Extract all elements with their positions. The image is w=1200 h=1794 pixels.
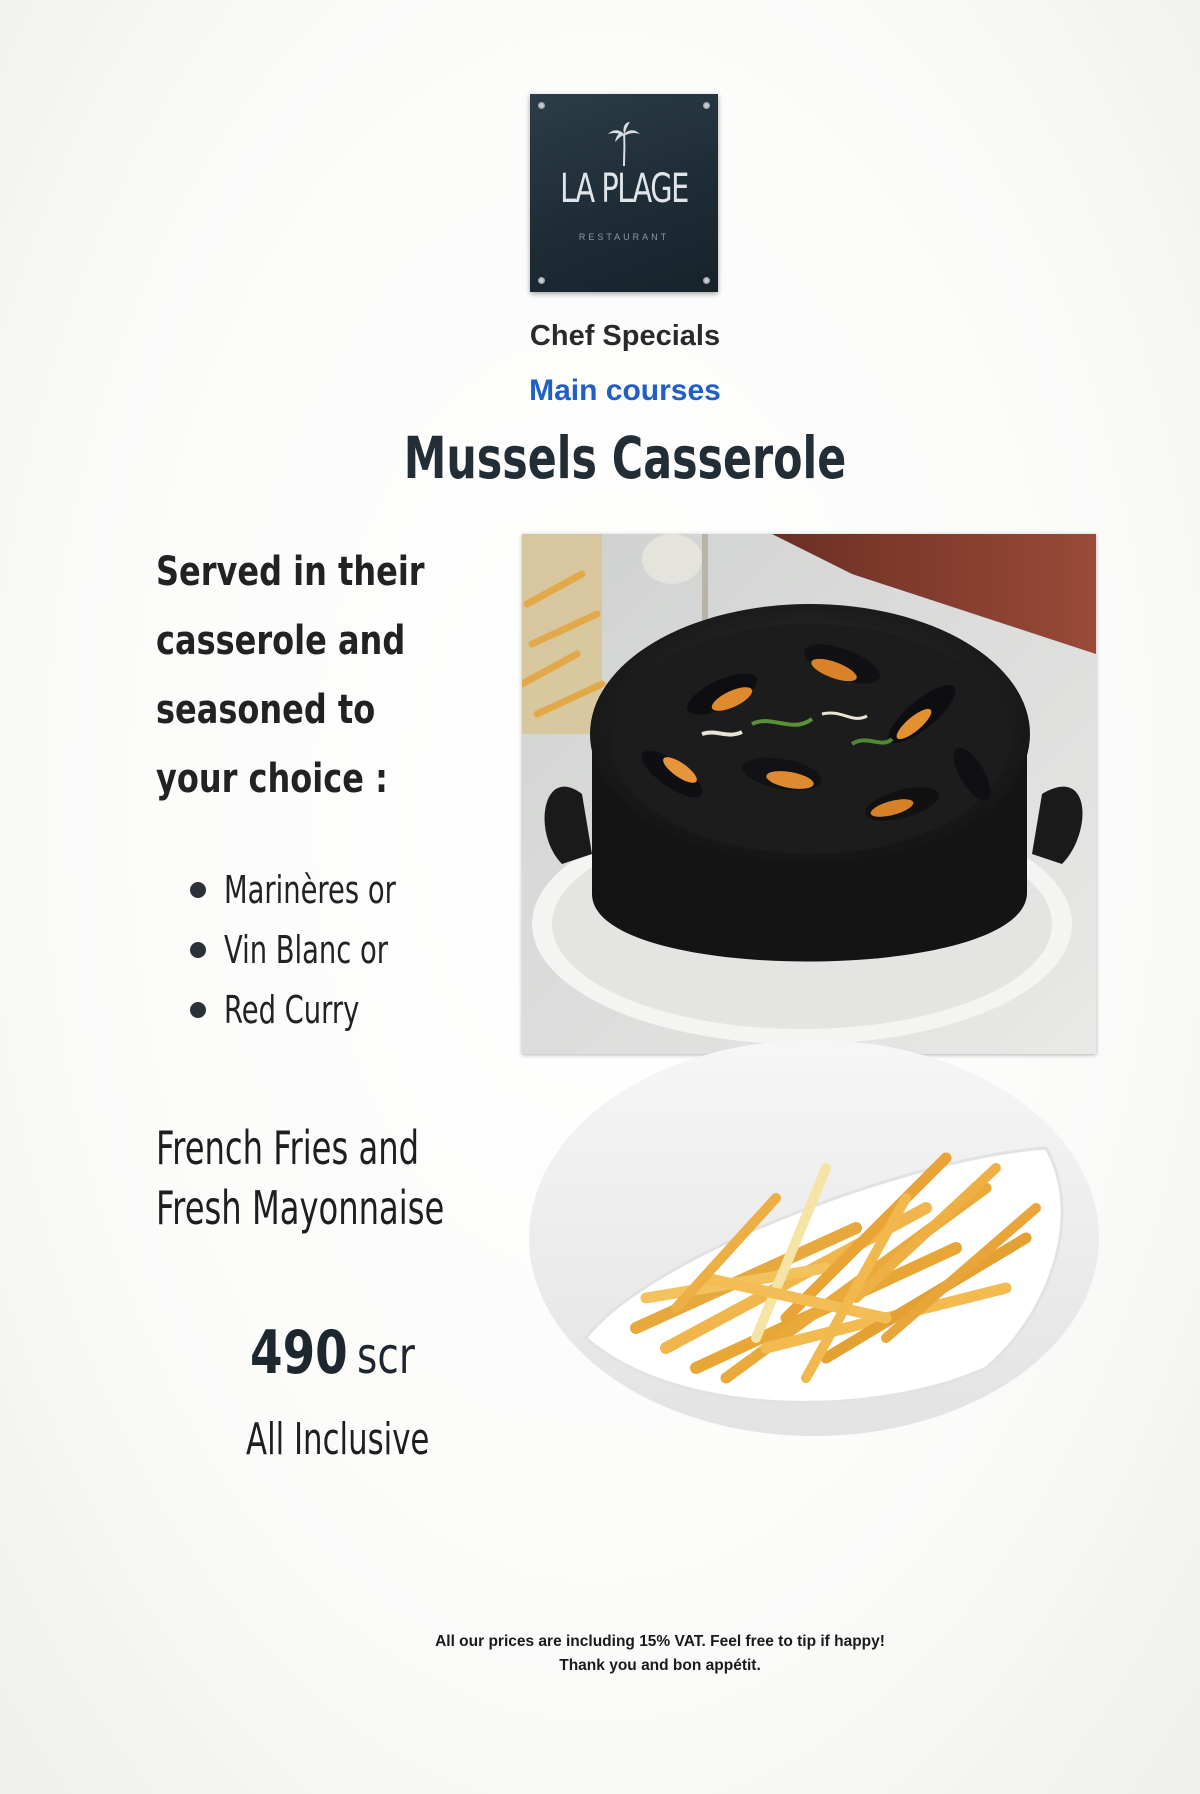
- price-currency: scr: [357, 1327, 415, 1385]
- price-value: 490: [250, 1318, 348, 1388]
- price: [250, 1318, 415, 1388]
- dish-description: [156, 538, 460, 814]
- bullet-icon: [190, 942, 206, 958]
- description-line: casserole and: [156, 618, 406, 664]
- footer-note: [0, 1630, 1200, 1678]
- screw-icon: [703, 277, 710, 284]
- screw-icon: [703, 102, 710, 109]
- mussels-photo: [522, 534, 1096, 1054]
- dish-title: Mussels Casserole: [403, 424, 847, 492]
- palm-tree-icon: [604, 120, 644, 168]
- screw-icon: [538, 102, 545, 109]
- description-line: seasoned to: [156, 687, 376, 733]
- footer-line: All our prices are including 15% VAT. Feel free to tip if happy!: [435, 1633, 885, 1650]
- screw-icon: [538, 277, 545, 284]
- description-line: your choice :: [156, 756, 388, 802]
- footer-line: Thank you and bon appétit.: [559, 1657, 761, 1674]
- side-line: French Fries and: [156, 1121, 420, 1175]
- option-label: Red Curry: [224, 988, 360, 1032]
- side-line: Fresh Mayonnaise: [156, 1181, 445, 1235]
- category-heading: Main courses: [529, 374, 721, 407]
- option-label: Vin Blanc or: [224, 928, 388, 972]
- option-label: Marinères or: [224, 868, 396, 912]
- logo-brand-text: LA PLAGE: [560, 166, 688, 212]
- fries-photo: [526, 1038, 1102, 1440]
- section-heading: Chef Specials: [529, 320, 721, 352]
- restaurant-logo: [530, 94, 718, 292]
- price-note: All Inclusive: [246, 1414, 430, 1465]
- bullet-icon: [190, 882, 206, 898]
- logo-subtitle: RESTAURANT: [578, 232, 670, 242]
- bullet-icon: [190, 1002, 206, 1018]
- side-dishes: [156, 1118, 450, 1238]
- description-line: Served in their: [156, 549, 425, 595]
